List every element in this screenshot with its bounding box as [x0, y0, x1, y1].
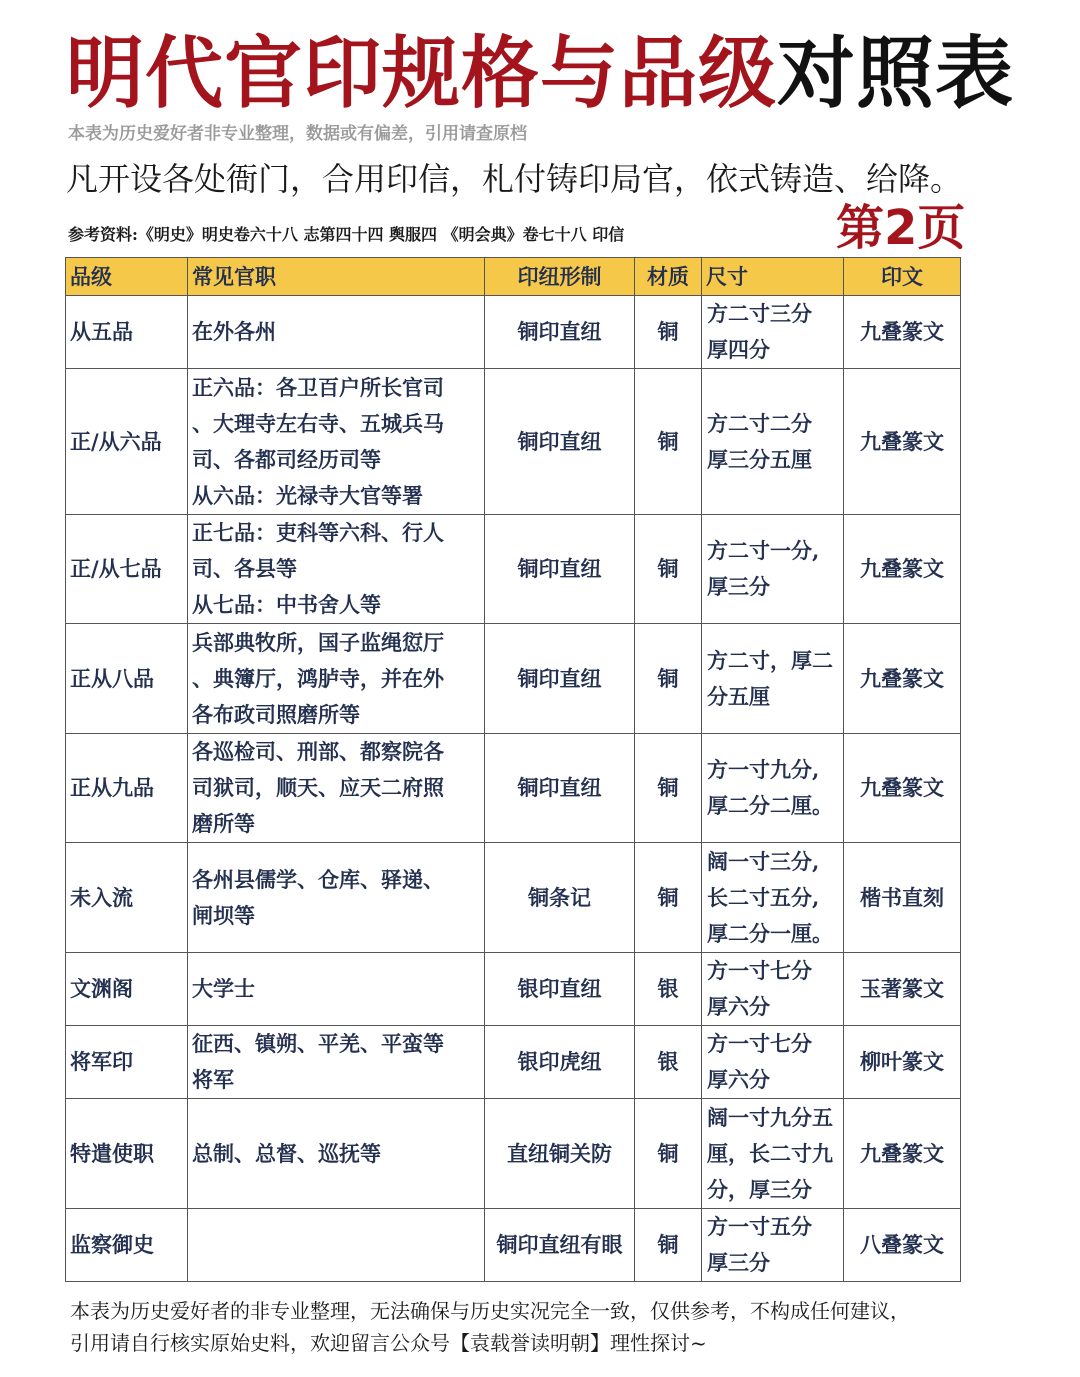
office-line: 在外各州 [192, 319, 276, 344]
footer-disclaimer [70, 1295, 910, 1359]
size-line: 方二寸二分 [707, 410, 812, 436]
table-header-row [66, 258, 961, 296]
office-line: 征西、镇朔、平羌、平蛮等 [192, 1031, 444, 1056]
column-header-rank: 品级 [66, 258, 188, 296]
seal-form-cell: 铜条记 [485, 843, 635, 953]
table-row [66, 296, 961, 369]
office-line: 闸坝等 [192, 902, 255, 928]
office-line: 大学士 [192, 976, 255, 1001]
office-line: 各州县儒学、仓库、驿递、 [192, 866, 444, 892]
script-cell: 九叠篆文 [844, 369, 961, 515]
seal-form-cell: 银印虎纽 [485, 1026, 635, 1099]
office-line: 从七品：中书舍人等 [192, 592, 381, 617]
office-line: 、典簿厅，鸿胪寺，并在外 [192, 665, 444, 691]
size-line: 厚三分五厘 [707, 446, 812, 472]
material-cell: 铜 [635, 369, 702, 515]
office-line: 将军 [192, 1067, 234, 1092]
material-cell: 铜 [635, 1099, 702, 1209]
page-title [66, 24, 1014, 124]
offices-cell [188, 515, 485, 624]
seal-form-cell: 直纽铜关防 [485, 1099, 635, 1209]
quote-text: 凡开设各处衙门，合用印信，札付铸印局官，依式铸造、给降。 [66, 160, 963, 198]
material-cell: 铜 [635, 1209, 702, 1282]
rank-cell: 正从八品 [66, 624, 188, 734]
offices-cell [188, 953, 485, 1026]
script-cell: 九叠篆文 [844, 296, 961, 369]
size-line: 厚六分 [707, 1067, 770, 1092]
seal-form-cell: 铜印直纽有眼 [485, 1209, 635, 1282]
column-header-material: 材质 [635, 258, 702, 296]
seal-table [65, 257, 961, 1282]
offices-cell [188, 1099, 485, 1209]
script-cell: 玉著篆文 [844, 953, 961, 1026]
rank-cell: 监察御史 [66, 1209, 188, 1282]
size-cell [702, 734, 844, 843]
size-line: 厚三分 [707, 574, 770, 599]
size-cell [702, 1026, 844, 1099]
office-line: 磨所等 [192, 811, 255, 836]
size-line: 方二寸三分 [707, 301, 812, 326]
size-line: 分五厘 [707, 683, 770, 709]
script-cell: 九叠篆文 [844, 624, 961, 734]
office-line: 司、各都司经历司等 [192, 446, 381, 472]
material-cell: 铜 [635, 515, 702, 624]
title-red-part: 明代官印规格与品级 [66, 29, 778, 119]
office-line: 司狱司，顺天、应天二府照 [192, 775, 444, 800]
script-cell: 楷书直刻 [844, 843, 961, 953]
table-row [66, 624, 961, 734]
rank-cell: 正从九品 [66, 734, 188, 843]
size-cell [702, 296, 844, 369]
size-cell [702, 953, 844, 1026]
seal-form-cell: 铜印直纽 [485, 734, 635, 843]
rank-cell: 文渊阁 [66, 953, 188, 1026]
table-row [66, 1209, 961, 1282]
rank-cell: 正/从七品 [66, 515, 188, 624]
page-number-label: 第2页 [836, 200, 966, 256]
table-body [66, 296, 961, 1282]
column-header-size: 尺寸 [702, 258, 844, 296]
rank-cell: 特遣使职 [66, 1099, 188, 1209]
size-line: 方一寸五分 [707, 1214, 812, 1239]
material-cell: 铜 [635, 843, 702, 953]
office-line: 正六品：各卫百户所长官司 [192, 374, 444, 400]
top-disclaimer: 本表为历史爱好者非专业整理，数据或有偏差，引用请查原档 [68, 124, 527, 144]
material-cell: 银 [635, 1026, 702, 1099]
offices-cell [188, 369, 485, 515]
reference-sources: 参考资料:《明史》明史卷六十八 志第四十四 舆服四 《明会典》卷七十八 印信 [68, 225, 625, 244]
table-row [66, 1026, 961, 1099]
size-line: 厚二分一厘。 [707, 920, 833, 946]
size-line: 方一寸九分, [707, 757, 820, 782]
script-cell: 八叠篆文 [844, 1209, 961, 1282]
office-line: 兵部典牧所，国子监绳愆厅 [192, 629, 444, 655]
seal-form-cell: 铜印直纽 [485, 369, 635, 515]
rank-cell: 正/从六品 [66, 369, 188, 515]
size-line: 厚三分 [707, 1250, 770, 1275]
office-line: 司、各县等 [192, 556, 297, 581]
office-line: 从六品：光禄寺大官等署 [192, 482, 423, 508]
offices-cell [188, 296, 485, 369]
table-row [66, 734, 961, 843]
offices-cell [188, 1209, 485, 1282]
office-line: 、大理寺左右寺、五城兵马 [192, 410, 444, 436]
size-line: 厘，长二寸九 [707, 1140, 833, 1166]
table-row [66, 953, 961, 1026]
seal-form-cell: 银印直纽 [485, 953, 635, 1026]
title-black-part: 对照表 [777, 29, 1015, 119]
column-header-form: 印纽形制 [485, 258, 635, 296]
size-line: 长二寸五分, [707, 884, 820, 910]
script-cell: 九叠篆文 [844, 734, 961, 843]
size-cell [702, 515, 844, 624]
office-line: 各布政司照磨所等 [192, 701, 360, 727]
footer-line: 引用请自行核实原始史料，欢迎留言公众号【袁载誉读明朝】理性探讨~ [70, 1331, 707, 1355]
material-cell: 银 [635, 953, 702, 1026]
material-cell: 铜 [635, 296, 702, 369]
size-line: 厚二分二厘。 [707, 793, 833, 818]
office-line: 总制、总督、巡抚等 [192, 1140, 381, 1166]
size-line: 方二寸一分, [707, 538, 820, 563]
offices-cell [188, 624, 485, 734]
seal-form-cell: 铜印直纽 [485, 296, 635, 369]
table-row [66, 369, 961, 515]
seal-form-cell: 铜印直纽 [485, 515, 635, 624]
size-line: 方一寸七分 [707, 1031, 812, 1056]
office-line: 正七品：吏科等六科、行人 [192, 520, 444, 545]
material-cell: 铜 [635, 734, 702, 843]
column-header-offices: 常见官职 [188, 258, 485, 296]
script-cell: 九叠篆文 [844, 515, 961, 624]
size-line: 方一寸七分 [707, 958, 812, 983]
size-cell [702, 624, 844, 734]
size-line: 阔一寸三分, [707, 848, 820, 874]
table-row [66, 843, 961, 953]
size-line: 厚四分 [707, 337, 770, 362]
seal-form-cell: 铜印直纽 [485, 624, 635, 734]
rank-cell: 将军印 [66, 1026, 188, 1099]
offices-cell [188, 734, 485, 843]
size-line: 厚六分 [707, 994, 770, 1019]
column-header-script: 印文 [844, 258, 961, 296]
size-line: 阔一寸九分五 [707, 1104, 833, 1130]
rank-cell: 从五品 [66, 296, 188, 369]
script-cell: 九叠篆文 [844, 1099, 961, 1209]
table-row [66, 515, 961, 624]
size-cell [702, 1209, 844, 1282]
office-line: 各巡检司、刑部、都察院各 [192, 739, 444, 764]
offices-cell [188, 843, 485, 953]
offices-cell [188, 1026, 485, 1099]
size-line: 方二寸，厚二 [707, 647, 833, 673]
rank-cell: 未入流 [66, 843, 188, 953]
material-cell: 铜 [635, 624, 702, 734]
table-row [66, 1099, 961, 1209]
size-cell [702, 1099, 844, 1209]
size-cell [702, 843, 844, 953]
size-line: 分，厚三分 [707, 1176, 812, 1202]
footer-line: 本表为历史爱好者的非专业整理，无法确保与历史实况完全一致，仅供参考，不构成任何建议， [70, 1299, 910, 1323]
script-cell: 柳叶篆文 [844, 1026, 961, 1099]
size-cell [702, 369, 844, 515]
